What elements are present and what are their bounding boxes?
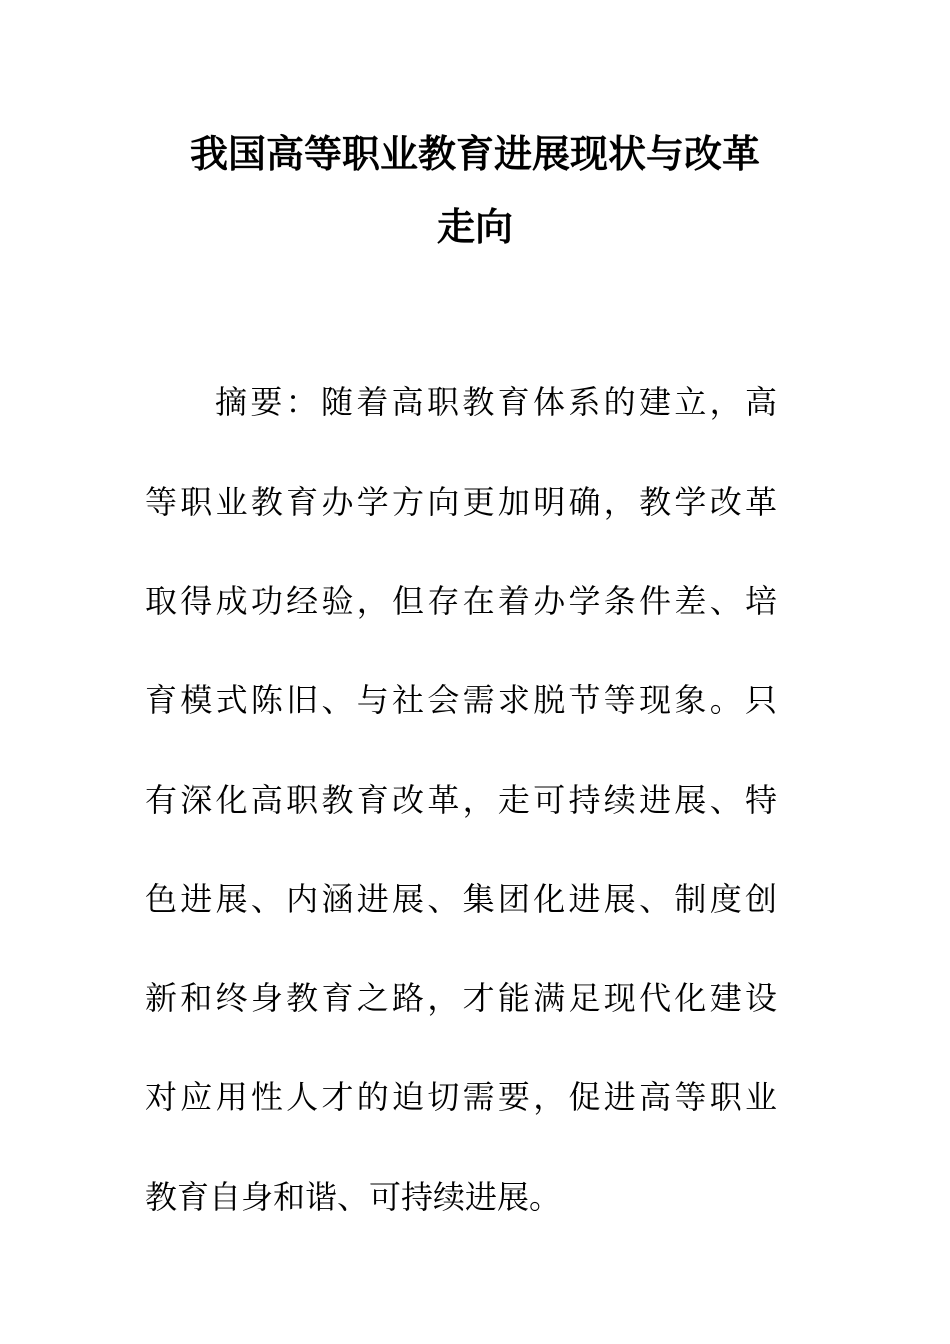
document-title-line-2: 走向 [436, 204, 513, 249]
abstract-line-6: 色进展、内涵进展、集团化进展、制度创 [145, 880, 777, 918]
abstract-line-2: 等职业教育办学方向更加明确，教学改革 [145, 483, 777, 521]
abstract-line-8: 对应用性人才的迫切需要，促进高等职业 [145, 1078, 777, 1116]
abstract-line-4: 育模式陈旧、与社会需求脱节等现象。只 [145, 681, 777, 719]
abstract-line-1: 摘要：随着高职教育体系的建立，高 [215, 383, 777, 421]
document-title-line-1: 我国高等职业教育进展现状与改革 [189, 131, 760, 176]
abstract-line-9: 教育自身和谐、可持续进展。 [145, 1178, 562, 1216]
abstract-line-5: 有深化高职教育改革，走可持续进展、特 [145, 781, 777, 819]
abstract-line-7: 新和终身教育之路，才能满足现代化建设 [145, 979, 777, 1017]
abstract-line-3: 取得成功经验，但存在着办学条件差、培 [145, 582, 777, 620]
